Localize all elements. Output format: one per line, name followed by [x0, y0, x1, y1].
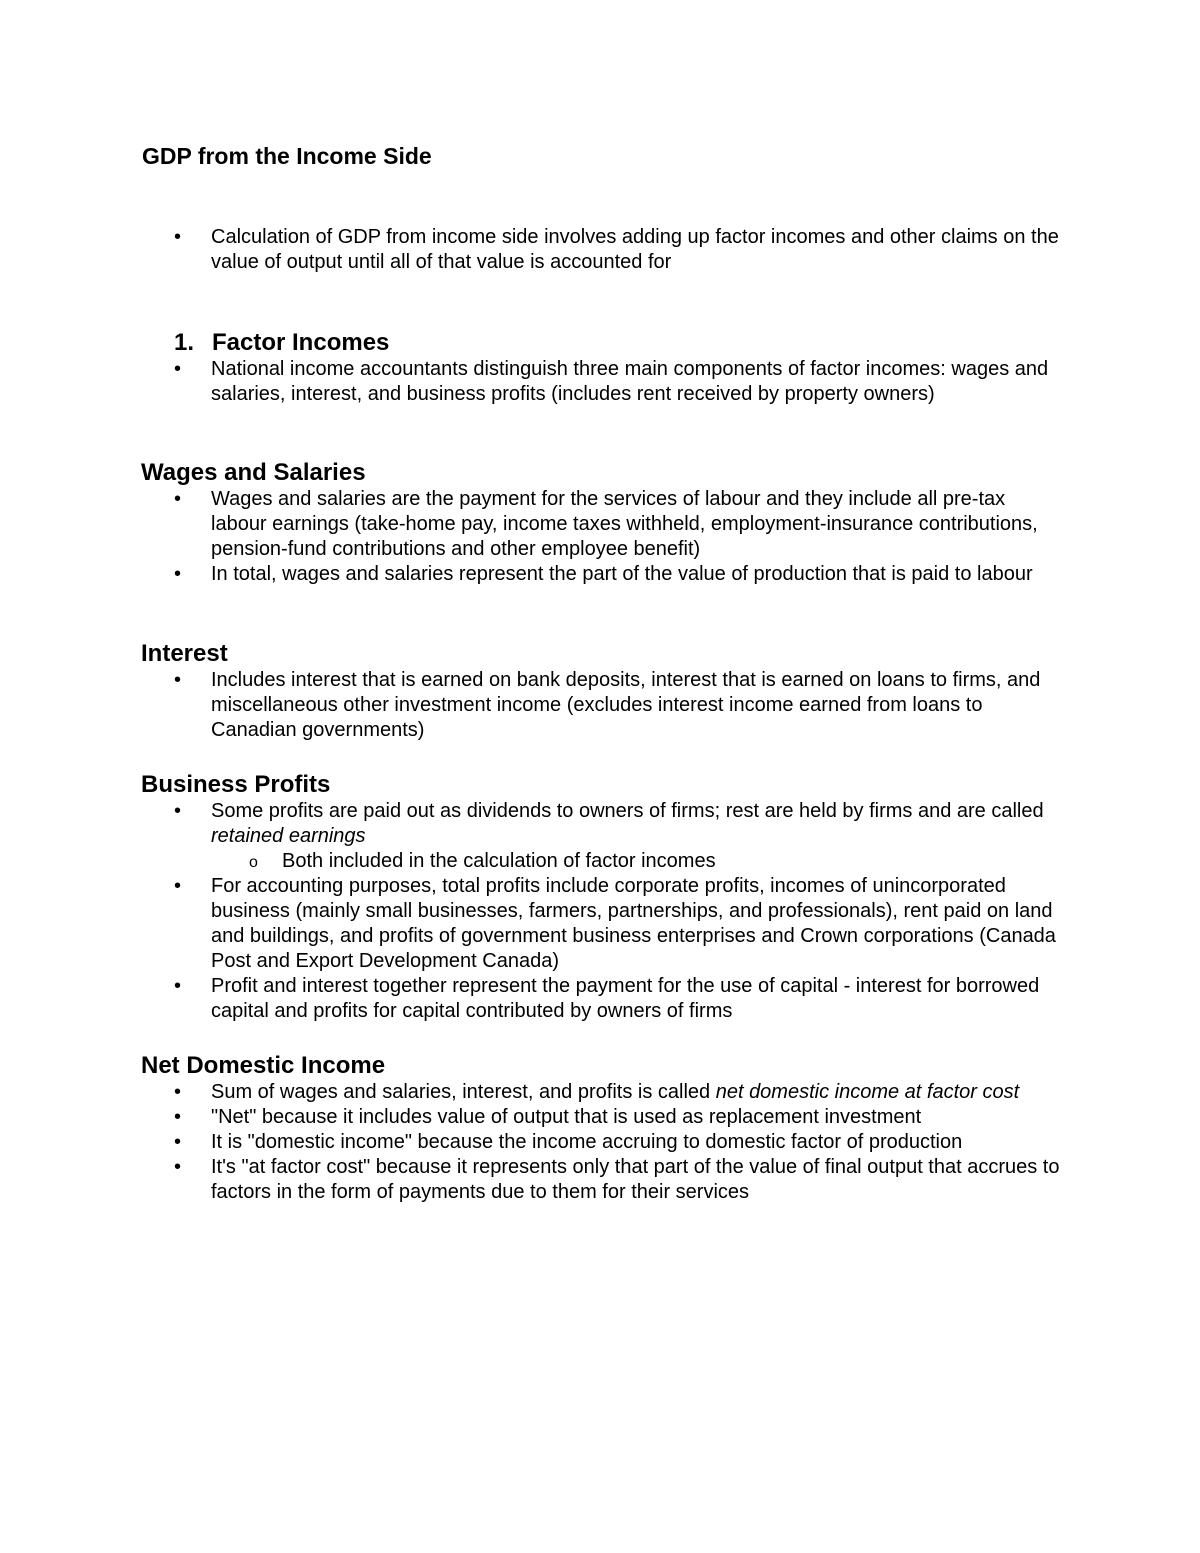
list-item	[0, 799, 1061, 849]
interest-list	[0, 668, 1061, 743]
wages-list	[0, 487, 1061, 587]
list-item-text: Includes interest that is earned on bank deposits, interest that is earned on loans to firms, and miscellaneous other investment income (excludes interest income earned from loans to Canadian governments)	[211, 669, 1041, 741]
list-item-text: Sum of wages and salaries, interest, and profits is called	[211, 1081, 716, 1103]
bullet-icon: •	[174, 358, 182, 380]
list-item-text: For accounting purposes, total profits include corporate profits, incomes of unincorporated business (mainly small businesses, farmers, partnerships, and professionals), rent paid on land and buildings, and profits of government business enterprises and Crown corporations (Canada Post and Export Development Canada)	[211, 875, 1056, 972]
list-item	[0, 1080, 1061, 1105]
list-item-text: Calculation of GDP from income side involves adding up factor incomes and other claims on the value of output until all of that value is accounted for	[211, 226, 1059, 273]
section-number: 1.	[174, 329, 195, 356]
bullet-icon: •	[174, 226, 182, 248]
section-heading-business-profits: Business Profits	[141, 771, 331, 798]
bullet-icon: •	[174, 875, 182, 897]
list-item-emphasis: net domestic income at factor cost	[715, 1081, 1020, 1103]
bullet-icon: •	[174, 1131, 182, 1153]
list-item-text: Profit and interest together represent the payment for the use of capital - interest for borrowed capital and profits for capital contributed by owners of firms	[211, 975, 1040, 1022]
sub-bullet-icon: o	[249, 854, 258, 871]
list-item-emphasis: retained earnings	[211, 825, 366, 847]
list-item	[0, 1105, 1061, 1130]
bullet-icon: •	[174, 800, 182, 822]
business-profits-list	[0, 799, 1082, 1024]
list-item-text: It's "at factor cost" because it represents only that part of the value of final output that accrues to factors in the form of payments due to them for their services	[211, 1156, 1060, 1203]
list-item	[0, 225, 1061, 275]
section-heading-wages: Wages and Salaries	[141, 459, 366, 486]
bullet-icon: •	[174, 488, 182, 510]
list-item	[0, 974, 1061, 1024]
sub-list-item-text: Both included in the calculation of factor incomes	[282, 850, 716, 872]
list-item-text: It is "domestic income" because the income accruing to domestic factor of production	[211, 1131, 963, 1153]
list-item-text: "Net" because it includes value of output that is used as replacement investment	[211, 1106, 922, 1128]
list-item	[0, 487, 1061, 562]
factor-incomes-list	[0, 357, 1061, 407]
list-item-text: Wages and salaries are the payment for the services of labour and they include all pre-tax labour earnings (take-home pay, income taxes withheld, employment-insurance contributions, pension-fund contributions and other employee benefit)	[211, 488, 1038, 560]
list-item-text: National income accountants distinguish three main components of factor incomes: wages and salaries, interest, and business profits (includes rent received by property owners)	[211, 358, 1049, 405]
section-heading-factor-incomes	[174, 328, 389, 358]
list-item	[0, 357, 1061, 407]
bullet-icon: •	[174, 1156, 182, 1178]
list-item	[0, 1130, 1061, 1155]
intro-list	[0, 225, 1061, 275]
list-item	[0, 874, 1061, 974]
list-item	[0, 562, 1061, 587]
section-heading-net-domestic-income: Net Domestic Income	[141, 1052, 386, 1079]
bullet-icon: •	[174, 1106, 182, 1128]
list-item-text: In total, wages and salaries represent the part of the value of production that is paid to labour	[211, 563, 1033, 585]
section-heading-interest: Interest	[141, 640, 228, 667]
bullet-icon: •	[174, 669, 182, 691]
page-title: GDP from the Income Side	[142, 143, 432, 169]
sub-list-item	[0, 849, 1082, 874]
section-heading-text: Factor Incomes	[212, 329, 390, 356]
bullet-icon: •	[174, 975, 182, 997]
list-item-text: Some profits are paid out as dividends to owners of firms; rest are held by firms and are called	[211, 800, 1044, 822]
list-item	[0, 1155, 1061, 1205]
list-item	[0, 668, 1061, 743]
bullet-icon: •	[174, 563, 182, 585]
bullet-icon: •	[174, 1081, 182, 1103]
net-domestic-income-list	[0, 1080, 1061, 1205]
